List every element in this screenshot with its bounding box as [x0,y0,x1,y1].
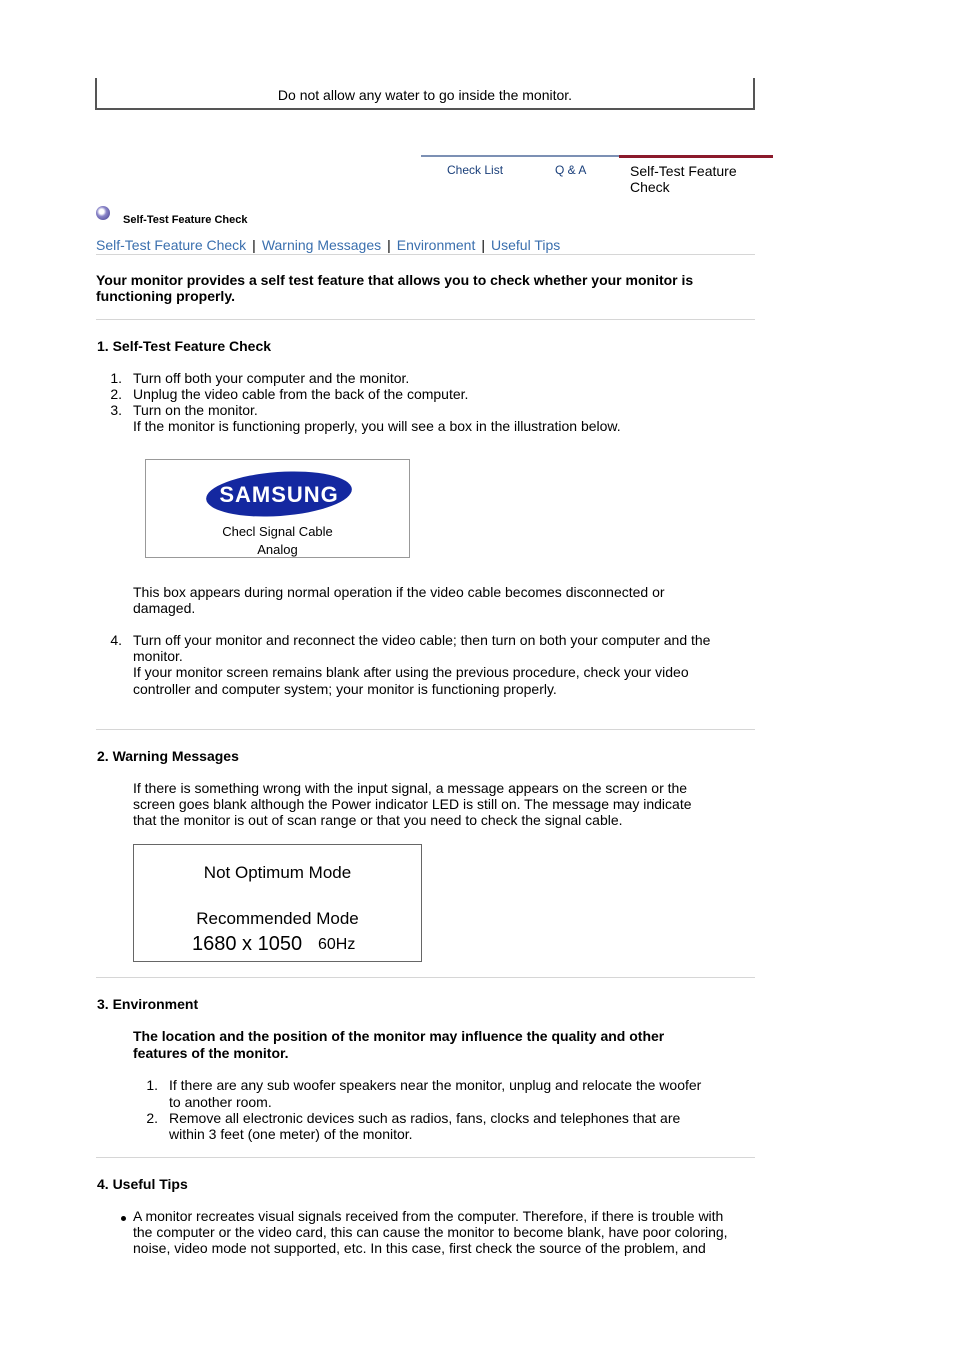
divider [96,977,755,978]
not-optimum-mode-illustration [133,844,422,962]
section4-heading: 4. Useful Tips [97,1176,188,1192]
step-text: controller and computer system; your monitor is functioning properly. [133,681,557,697]
step-text: Turn off both your computer and the monitor. [133,370,410,386]
step-number: 4. [110,632,122,648]
illustration-line-2: Analog [257,542,298,557]
item-text: to another room. [169,1094,272,1110]
link-useful-tips[interactable]: Useful Tips [491,237,561,253]
after-box-text: This box appears during normal operation if the video cable becomes disconnected or [133,584,665,600]
intro-line-2: functioning properly. [96,288,235,304]
samsung-logo [205,467,354,521]
divider [96,1157,755,1158]
link-environment[interactable]: Environment [396,237,476,253]
section4-text: noise, video mode not supported, etc. In this case, first check the source of the problem, and [133,1240,706,1256]
section3-bold: features of the monitor. [133,1045,289,1061]
warn-line-2: Recommended Mode [196,909,359,928]
water-warning-text: Do not allow any water to go inside the monitor. [277,87,573,103]
item-text: If there are any sub woofer speakers near the monitor, unplug and relocate the woofer [169,1077,702,1093]
section2-text: that the monitor is out of scan range or that you need to check the signal cable. [133,812,623,828]
step-text: monitor. [133,648,183,664]
section-links [96,237,560,253]
link-separator: | [387,237,391,253]
divider [96,729,755,730]
section3-bold: The location and the position of the monitor may influence the quality and other [133,1028,665,1044]
bullet-dot [121,1216,126,1221]
samsung-logo-text: SAMSUNG [219,481,339,507]
step-number: 1. [110,370,122,386]
item-text: Remove all electronic devices such as radios, fans, clocks and telephones that are [169,1110,681,1126]
section4-text: A monitor recreates visual signals received from the computer. Therefore, if there is trouble with [133,1208,724,1224]
step-text: Turn on the monitor. [133,402,258,418]
step-number: 2. [110,386,122,402]
tab-label: Q & A [555,163,587,177]
divider [96,319,755,320]
link-separator: | [252,237,256,253]
step-note: If the monitor is functioning properly, you will see a box in the illustration below. [133,418,621,434]
bullet-icon [96,206,110,220]
page-title: Self-Test Feature Check [123,214,248,226]
step-text: If your monitor screen remains blank after using the previous procedure, check your video [133,664,689,680]
illustration-line-1: Checl Signal Cable [222,524,333,539]
warn-line-1: Not Optimum Mode [203,863,352,882]
tab-bar [421,155,773,195]
link-self-test[interactable]: Self-Test Feature Check [96,237,247,253]
item-number: 2. [146,1110,158,1126]
divider [96,254,755,255]
item-number: 1. [146,1077,158,1093]
section2-text: If there is something wrong with the input signal, a message appears on the screen or the [133,780,688,796]
warn-rate: 60Hz [318,936,356,953]
tab-label: Check List [447,163,504,177]
section1-heading: 1. Self-Test Feature Check [97,338,272,354]
link-warning-messages[interactable]: Warning Messages [261,237,382,253]
after-box-text: damaged. [133,600,196,616]
step-number: 3. [110,402,122,418]
link-separator: | [481,237,485,253]
intro-line-1: Your monitor provides a self test feature that allows you to check whether your monitor is [96,272,694,288]
tab-label: Self-Test Feature Check [630,163,737,195]
water-warning-box [95,78,755,110]
section2-text: screen goes blank although the Power indicator LED is still on. The message may indicate [133,796,692,812]
check-signal-illustration [145,459,410,558]
step-text: Turn off your monitor and reconnect the video cable; then turn on both your computer and the [133,632,711,648]
section2-heading: 2. Warning Messages [97,748,239,764]
tab-self-test[interactable] [619,155,773,195]
section3-heading: 3. Environment [97,996,199,1012]
section4-text: the computer or the video card, this can cause the monitor to become blank, have poor coloring, [133,1224,728,1240]
item-text: within 3 feet (one meter) of the monitor. [169,1126,413,1142]
tab-check-list[interactable] [421,155,521,181]
warn-resolution: 1680 x 1050 [192,933,303,955]
step-text: Unplug the video cable from the back of the computer. [133,386,469,402]
tab-qa[interactable] [521,155,619,181]
